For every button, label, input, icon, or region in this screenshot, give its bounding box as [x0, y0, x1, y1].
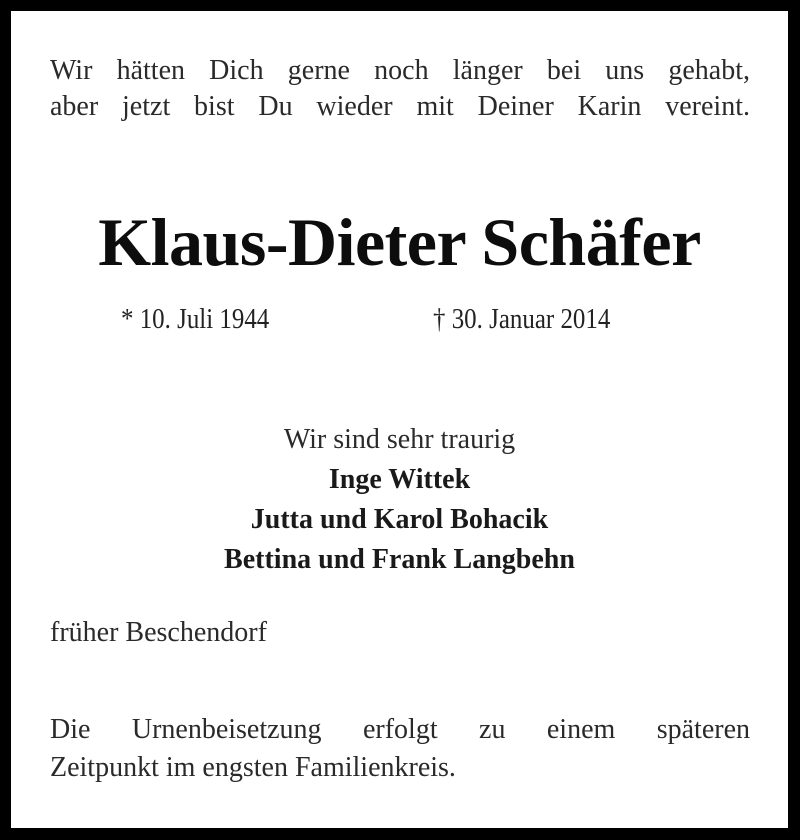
- mourner-name: Jutta und Karol Bohacik: [250, 504, 549, 535]
- closing-line-1: Die Urnenbeisetzung erfolgt zu einem späteren: [50, 714, 750, 745]
- verse-line-1: Wir hätten Dich gerne noch länger bei uns gehabt,: [50, 55, 750, 86]
- verse-line-2: aber jetzt bist Du wieder mit Deiner Karin vereint.: [50, 91, 750, 122]
- deceased-name: Klaus-Dieter Schäfer: [98, 204, 701, 280]
- closing-line-2: Zeitpunkt im engsten Familienkreis.: [50, 752, 456, 783]
- death-date: † 30. Januar 2014: [433, 303, 611, 335]
- closing-note: [50, 711, 750, 787]
- obituary-notice: [11, 11, 788, 828]
- birth-date: * 10. Juli 1944: [121, 303, 270, 335]
- former-residence: früher Beschendorf: [50, 617, 267, 648]
- mourners-block: [11, 420, 788, 580]
- mourners-intro: Wir sind sehr traurig: [283, 424, 516, 455]
- verse: [50, 53, 750, 125]
- mourner-name: Inge Wittek: [328, 464, 471, 495]
- mourner-name: Bettina und Frank Langbehn: [224, 544, 575, 575]
